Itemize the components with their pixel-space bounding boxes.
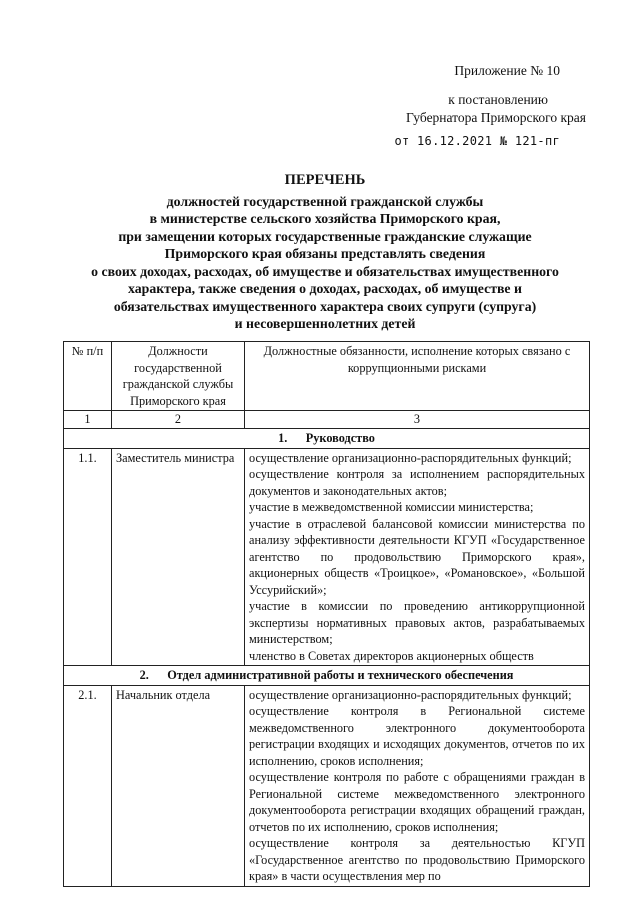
- title-line: о своих доходах, расходах, об имуществе и обязательствах имущественного: [91, 263, 559, 279]
- duty-item: участие в межведомственной комиссии министерства;: [249, 500, 534, 514]
- duty-item: осуществление контроля за деятельностью КГУП «Государственное агентство по продовольствию Приморского края» в части осуществления мер по: [249, 836, 585, 883]
- title-line: характера, также сведения о доходах, расходах, об имуществе и: [128, 281, 522, 296]
- section-title: 2. Отдел административной работы и технического обеспечения: [64, 666, 590, 686]
- table-row: [64, 685, 590, 886]
- duty-item: членство в Советах директоров акционерных обществ: [249, 648, 534, 663]
- title-line: обязательствах имущественного характера своих супруги (супруга): [113, 298, 537, 314]
- duty-item: участие в комиссии по проведению антикоррупционной экспертизы нормативных правовых актов, разрабатываемых министерством;: [249, 599, 585, 646]
- row-number: 2.1.: [64, 685, 112, 886]
- resolution-ref: к постановлению: [448, 92, 548, 107]
- document-title: [40, 172, 610, 333]
- row-position: Начальник отдела: [112, 685, 245, 886]
- table-row: [64, 448, 590, 666]
- duty-item: осуществление контроля в Региональной системе межведомственного электронного документооборота регистрации входящих и исходящих документов, отчетов по их исполнению, сроков исполнения;: [249, 704, 585, 768]
- column-number-row: [64, 411, 590, 429]
- row-duties: [245, 685, 590, 886]
- header-num: № п/п: [64, 342, 112, 411]
- duty-item: осуществление организационно-распорядительных функций;: [249, 450, 572, 465]
- appendix-label: Приложение № 10: [454, 63, 560, 78]
- title-line: Приморского края обязаны представлять сведения: [164, 246, 486, 261]
- row-number: 1.1.: [64, 448, 112, 666]
- duty-item: участие в отраслевой балансовой комиссии министерства по анализу эффективности деятельности КГУП «Государственное агентство по продовольствию Приморского края», акционерных обществ «Троицкое», «Романовское», «Большой Уссурийский»;: [249, 516, 585, 597]
- duty-item: осуществление организационно-распорядительных функций;: [249, 687, 572, 702]
- duty-item: осуществление контроля по работе с обращениями граждан в Региональной системе межведомственного электронного документооборота регистрации входящих обращений граждан, отчетов по их исполнению, сроков исполнения;: [249, 770, 585, 834]
- title-line: в министерстве сельского хозяйства Приморского края,: [149, 211, 501, 226]
- row-position: Заместитель министра: [112, 448, 245, 666]
- governor-ref: Губернатора Приморского края: [406, 110, 586, 125]
- title-line: при замещении которых государственные гражданские служащие: [118, 228, 532, 244]
- section-row: [64, 429, 590, 449]
- title-line: и несовершеннолетних детей: [234, 316, 416, 331]
- row-duties: [245, 448, 590, 666]
- date-stamp: от 16.12.2021 № 121-пг: [394, 134, 560, 148]
- title-line: должностей государственной гражданской службы: [166, 193, 484, 209]
- section-title: 1. Руководство: [64, 429, 590, 449]
- positions-table: [63, 341, 590, 887]
- header-duties: Должностные обязанности, исполнение которых связано с коррупционными рисками: [245, 342, 590, 411]
- column-number: 2: [112, 411, 245, 429]
- column-number: 1: [64, 411, 112, 429]
- section-row: [64, 666, 590, 686]
- header-position: Должности государственной гражданской службы Приморского края: [112, 342, 245, 411]
- table-header-row: [64, 342, 590, 411]
- column-number: 3: [245, 411, 590, 429]
- title-main: ПЕРЕЧЕНЬ: [284, 172, 366, 188]
- duty-item: осуществление контроля за исполнением распорядительных документов и законодательных актов;: [249, 467, 585, 498]
